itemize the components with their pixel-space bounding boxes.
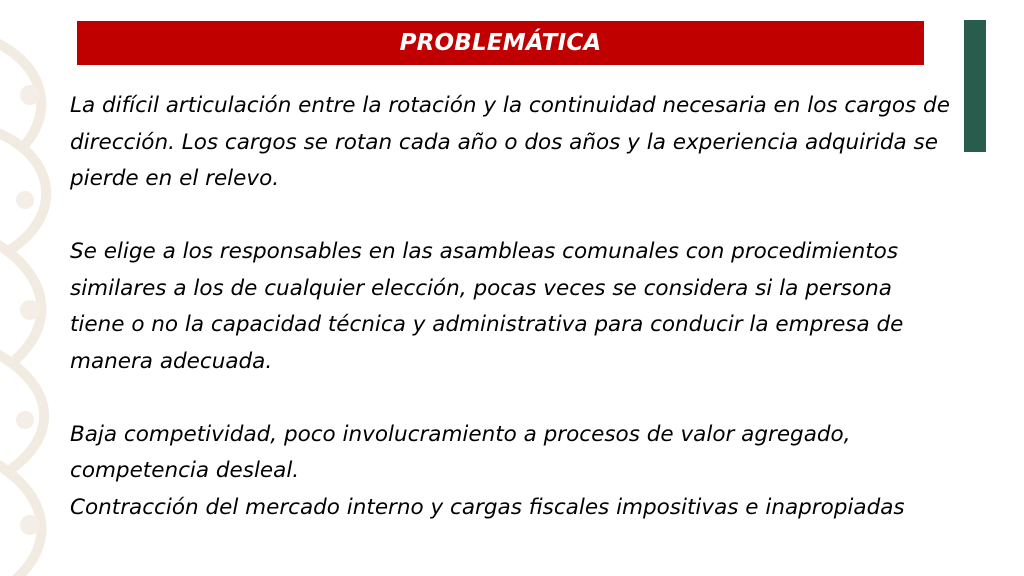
paragraph-spacer — [70, 380, 950, 417]
decorative-ornament-background — [0, 0, 80, 576]
paragraph-market: Contracción del mercado interno y cargas fiscales impositivas e inapropiadas — [70, 494, 905, 520]
slide-body — [70, 88, 950, 526]
slide-title: PROBLEMÁTICA — [399, 30, 602, 56]
green-accent-bar — [964, 20, 986, 152]
title-banner — [77, 21, 924, 65]
paragraph-rotation: La difícil articulación entre la rotación y la continuidad necesaria en los cargos de dirección. Los cargos se rotan cada año o dos años y la experiencia adquirida se pierde en el relevo. — [70, 93, 950, 191]
paragraph-spacer — [70, 198, 950, 235]
paragraph-competitiveness: Baja competividad, poco involucramiento a procesos de valor agregado, competencia desleal. — [70, 421, 851, 483]
paragraph-election: Se elige a los responsables en las asambleas comunales con procedimientos similares a los de cualquier elección, pocas veces se considera si la persona tiene o no la capacidad técnica y administrativa para conducir la empresa de manera adecuada. — [70, 239, 904, 374]
